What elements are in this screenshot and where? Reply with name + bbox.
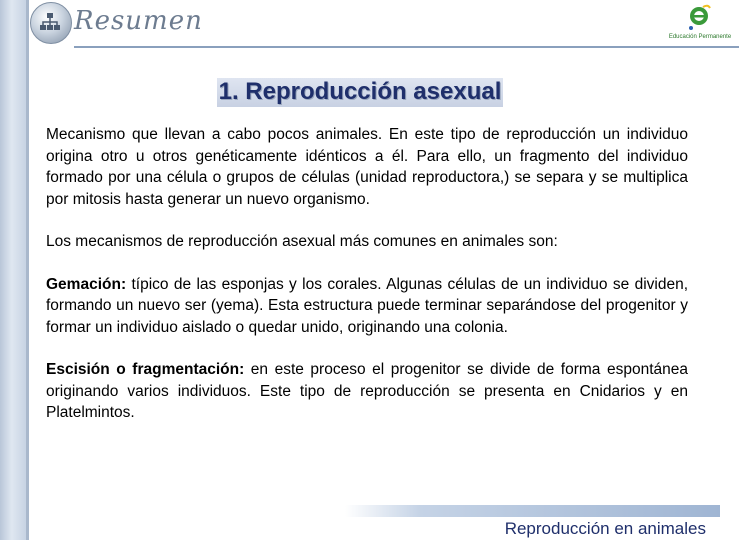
term-gemacion: Gemación: [46, 275, 127, 293]
slide-content [46, 124, 688, 445]
paragraph-gemacion [46, 274, 688, 339]
gemacion-description: típico de las esponjas y los corales. Algunas células de un individuo se dividen, formando un nuevo ser (yema). Esta estructura puede terminar separándose del progenitor y formar un individuo aislado o quedar unido, originando una colonia. [46, 275, 688, 336]
home-sitemap-icon [30, 2, 72, 44]
paragraph-intro: Mecanismo que llevan a cabo pocos animales. En este tipo de reproducción un individuo origina otro u otros genéticamente idénticos a él. Para ello, un fragmento del individuo formado por una célula o grupos de células (unidad reproductora,) se separa y se multiplica por mitosis hasta generar un nuevo organismo. [46, 126, 688, 208]
slide-title [0, 78, 720, 107]
brand-logo-icon [686, 4, 712, 32]
header-divider [74, 46, 739, 48]
paragraph-mechanisms: Los mecanismos de reproducción asexual más comunes en animales son: [46, 233, 558, 250]
term-escision: Escisión o fragmentación: [46, 361, 245, 378]
escision-description: en este proceso el progenitor se divide de forma espontánea originando varios individuos. Este tipo de reproducción se presenta en Cnidarios y en Platelmintos. [46, 361, 688, 421]
paragraph-escision [46, 359, 688, 424]
slide-header [26, 0, 732, 48]
brand-logo-text: Educación Permanente [668, 34, 732, 40]
header-title: Resumen [74, 6, 203, 36]
footer-text: Reproducción en animales [504, 519, 706, 538]
brand-logo [662, 4, 738, 44]
slide-title-text: 1. Reproducción asexual [218, 78, 502, 105]
footer-decorative-bar [345, 505, 720, 517]
